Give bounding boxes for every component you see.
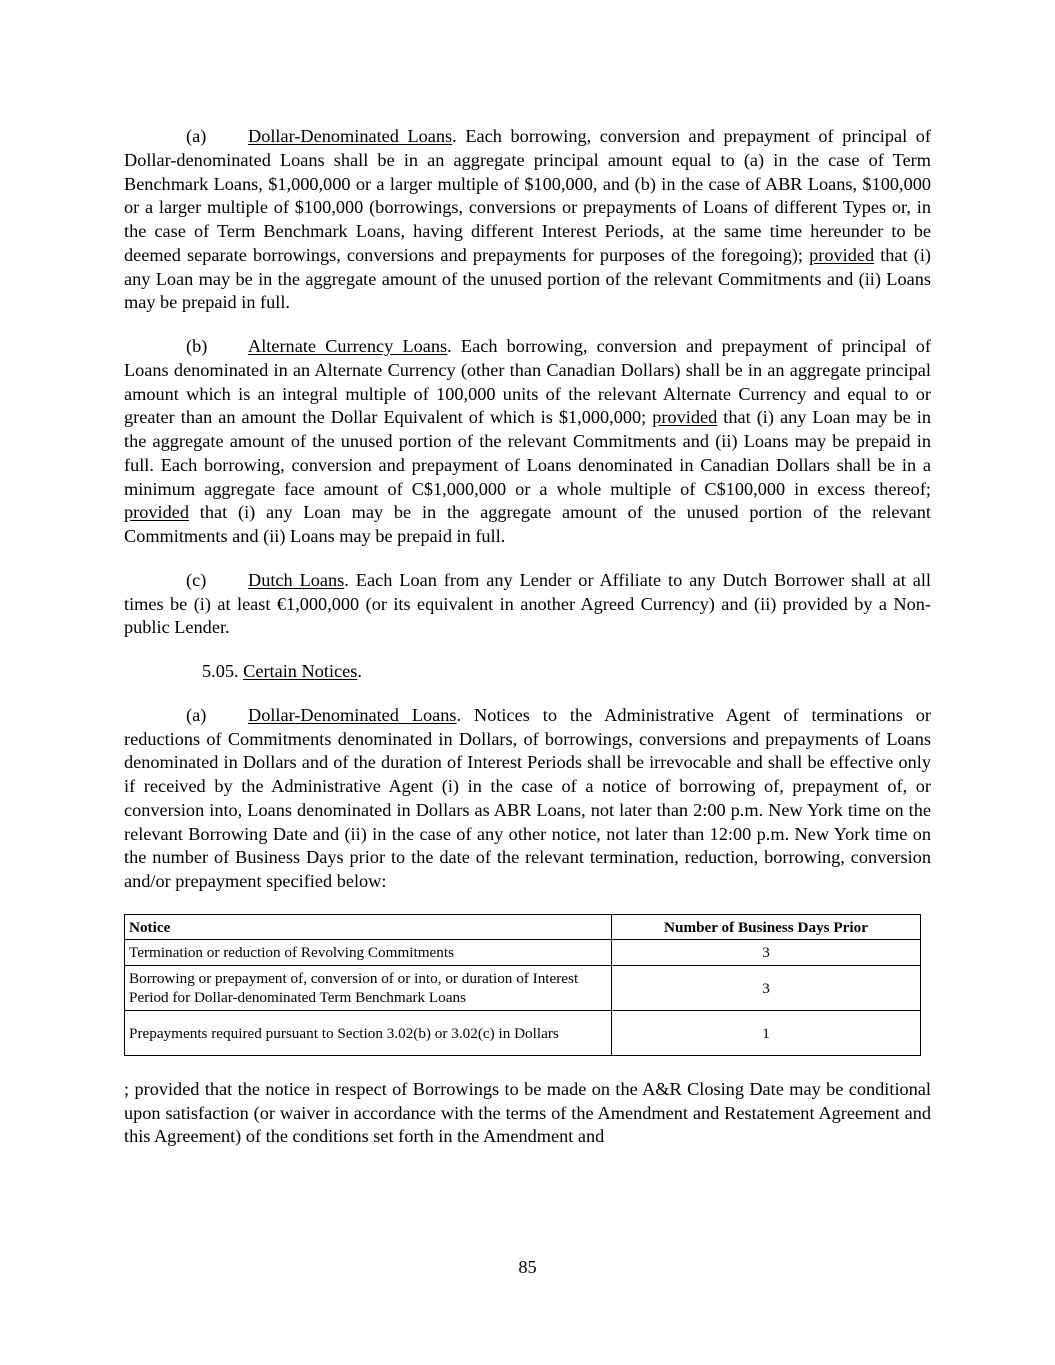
cell-notice: Termination or reduction of Revolving Commitments — [125, 939, 612, 965]
provided-term: provided — [124, 502, 189, 523]
paragraph-text: . Each Loan from any Lender or Affiliate to any Dutch Borrower shall at all times be (i) at least €1,000,000 (or its equivalent in another Agreed Currency) and (ii) provided by a Non-public Lender. — [124, 569, 931, 638]
header-days-prior: Number of Business Days Prior — [612, 914, 921, 939]
paragraph-heading: Dollar-Denominated Loans — [248, 126, 453, 146]
provided-term: provided — [809, 244, 875, 265]
paragraph-text: that (i) any Loan may be in the aggregate amount of the unused portion of the relevant Commitments and (ii) Loans may be prepaid in full. — [124, 502, 931, 546]
paragraph-label: (a) — [186, 126, 207, 146]
paragraph-dutch-loans — [124, 569, 931, 640]
page-number: 85 — [518, 1257, 537, 1277]
notice-table — [124, 914, 921, 1056]
cell-notice: Borrowing or prepayment of, conversion of or into, or duration of Interest Period for Dollar-denominated Term Benchmark Loans — [125, 965, 612, 1010]
paragraph-text: ; provided that the notice in respect of Borrowings to be made on the A&R Closing Date may be conditional upon satisfaction (or waiver in accordance with the terms of the Amendment and Restatement Agreement and this Agreement) of the conditions set forth in the Amendment and — [124, 1078, 931, 1147]
paragraph-text: that (i) any Loan may be in the aggregate amount of the unused portion of the relevant Commitments and (ii) Loans may be prepaid in full. Each borrowing, conversion and prepayment of Loans denominated in Canadian Dollars shall be in a minimum aggregate face amount of C$1,000,000 or a whole multiple of C$100,000 in excess thereof; — [124, 407, 932, 499]
table-row — [125, 1010, 921, 1055]
table-row — [125, 965, 921, 1010]
paragraph-dollar-denominated-loans — [124, 125, 931, 315]
section-title: Certain Notices — [243, 661, 358, 681]
table-row — [125, 939, 921, 965]
paragraph-provided-notice-condition — [124, 1078, 931, 1149]
header-notice: Notice — [125, 914, 612, 939]
paragraph-text: . Each borrowing, conversion and prepayment of principal of Dollar-denominated Loans shall be in an aggregate principal amount equal to (a) in the case of Term Benchmark Loans, $1,000,000 or a larger multiple of $100,000, and (b) in the case of ABR Loans, $100,000 or a larger multiple of $100,000 (borrowings, conversions or prepayments of Loans of different Types or, in the case of Term Benchmark Loans, having different Interest Periods, at the same time hereunder to be deemed separate borrowings, conversions and prepayments for purposes of the foregoing); — [124, 126, 931, 265]
provided-term: provided — [652, 407, 718, 428]
document-body — [124, 125, 931, 1169]
paragraph-alternate-currency-loans — [124, 335, 931, 549]
paragraph-text: that (i) any Loan may be in the aggregate amount of the unused portion of the relevant Commitments and (ii) Loans may be prepaid in full. — [124, 244, 931, 313]
paragraph-heading: Dutch Loans — [248, 569, 345, 590]
section-number: 5.05. — [202, 661, 244, 681]
paragraph-label: (c) — [186, 569, 207, 590]
paragraph-label: (b) — [186, 336, 208, 356]
paragraph-text: . Each borrowing, conversion and prepayment of principal of Loans denominated in an Alternate Currency (other than Canadian Dollars) shall be in an aggregate principal amount which is an integral multiple of 100,000 units of the relevant Alternate Currency and equal to or greater than an amount the Dollar Equivalent of which is $1,000,000; — [124, 336, 931, 428]
paragraph-heading: Dollar-Denominated Loans — [248, 704, 457, 725]
section-heading-certain-notices — [124, 660, 931, 684]
paragraph-label: (a) — [186, 704, 207, 725]
paragraph-text: . Notices to the Administrative Agent of terminations or reductions of Commitments denominated in Dollars, of borrowings, conversions and prepayments of Loans denominated in Dollars and of the duration of Interest Periods shall be irrevocable and shall be effective only if received by the Administrative Agent (i) in the case of a notice of borrowing of, prepayment of, or conversion into, Loans denominated in Dollars as ABR Loans, not later than 2:00 p.m. New York time on the relevant Borrowing Date and (ii) in the case of any other notice, not later than 12:00 p.m. New York time on the number of Business Days prior to the date of the relevant termination, reduction, borrowing, conversion and/or prepayment specified below: — [124, 704, 931, 891]
table-header-row — [125, 914, 921, 939]
cell-days: 3 — [612, 939, 921, 965]
paragraph-notices-dollar-denominated-loans — [124, 704, 931, 894]
cell-days: 1 — [612, 1010, 921, 1055]
paragraph-heading: Alternate Currency Loans — [248, 336, 448, 356]
cell-days: 3 — [612, 965, 921, 1010]
section-period: . — [357, 661, 362, 681]
cell-notice: Prepayments required pursuant to Section 3.02(b) or 3.02(c) in Dollars — [125, 1010, 612, 1055]
